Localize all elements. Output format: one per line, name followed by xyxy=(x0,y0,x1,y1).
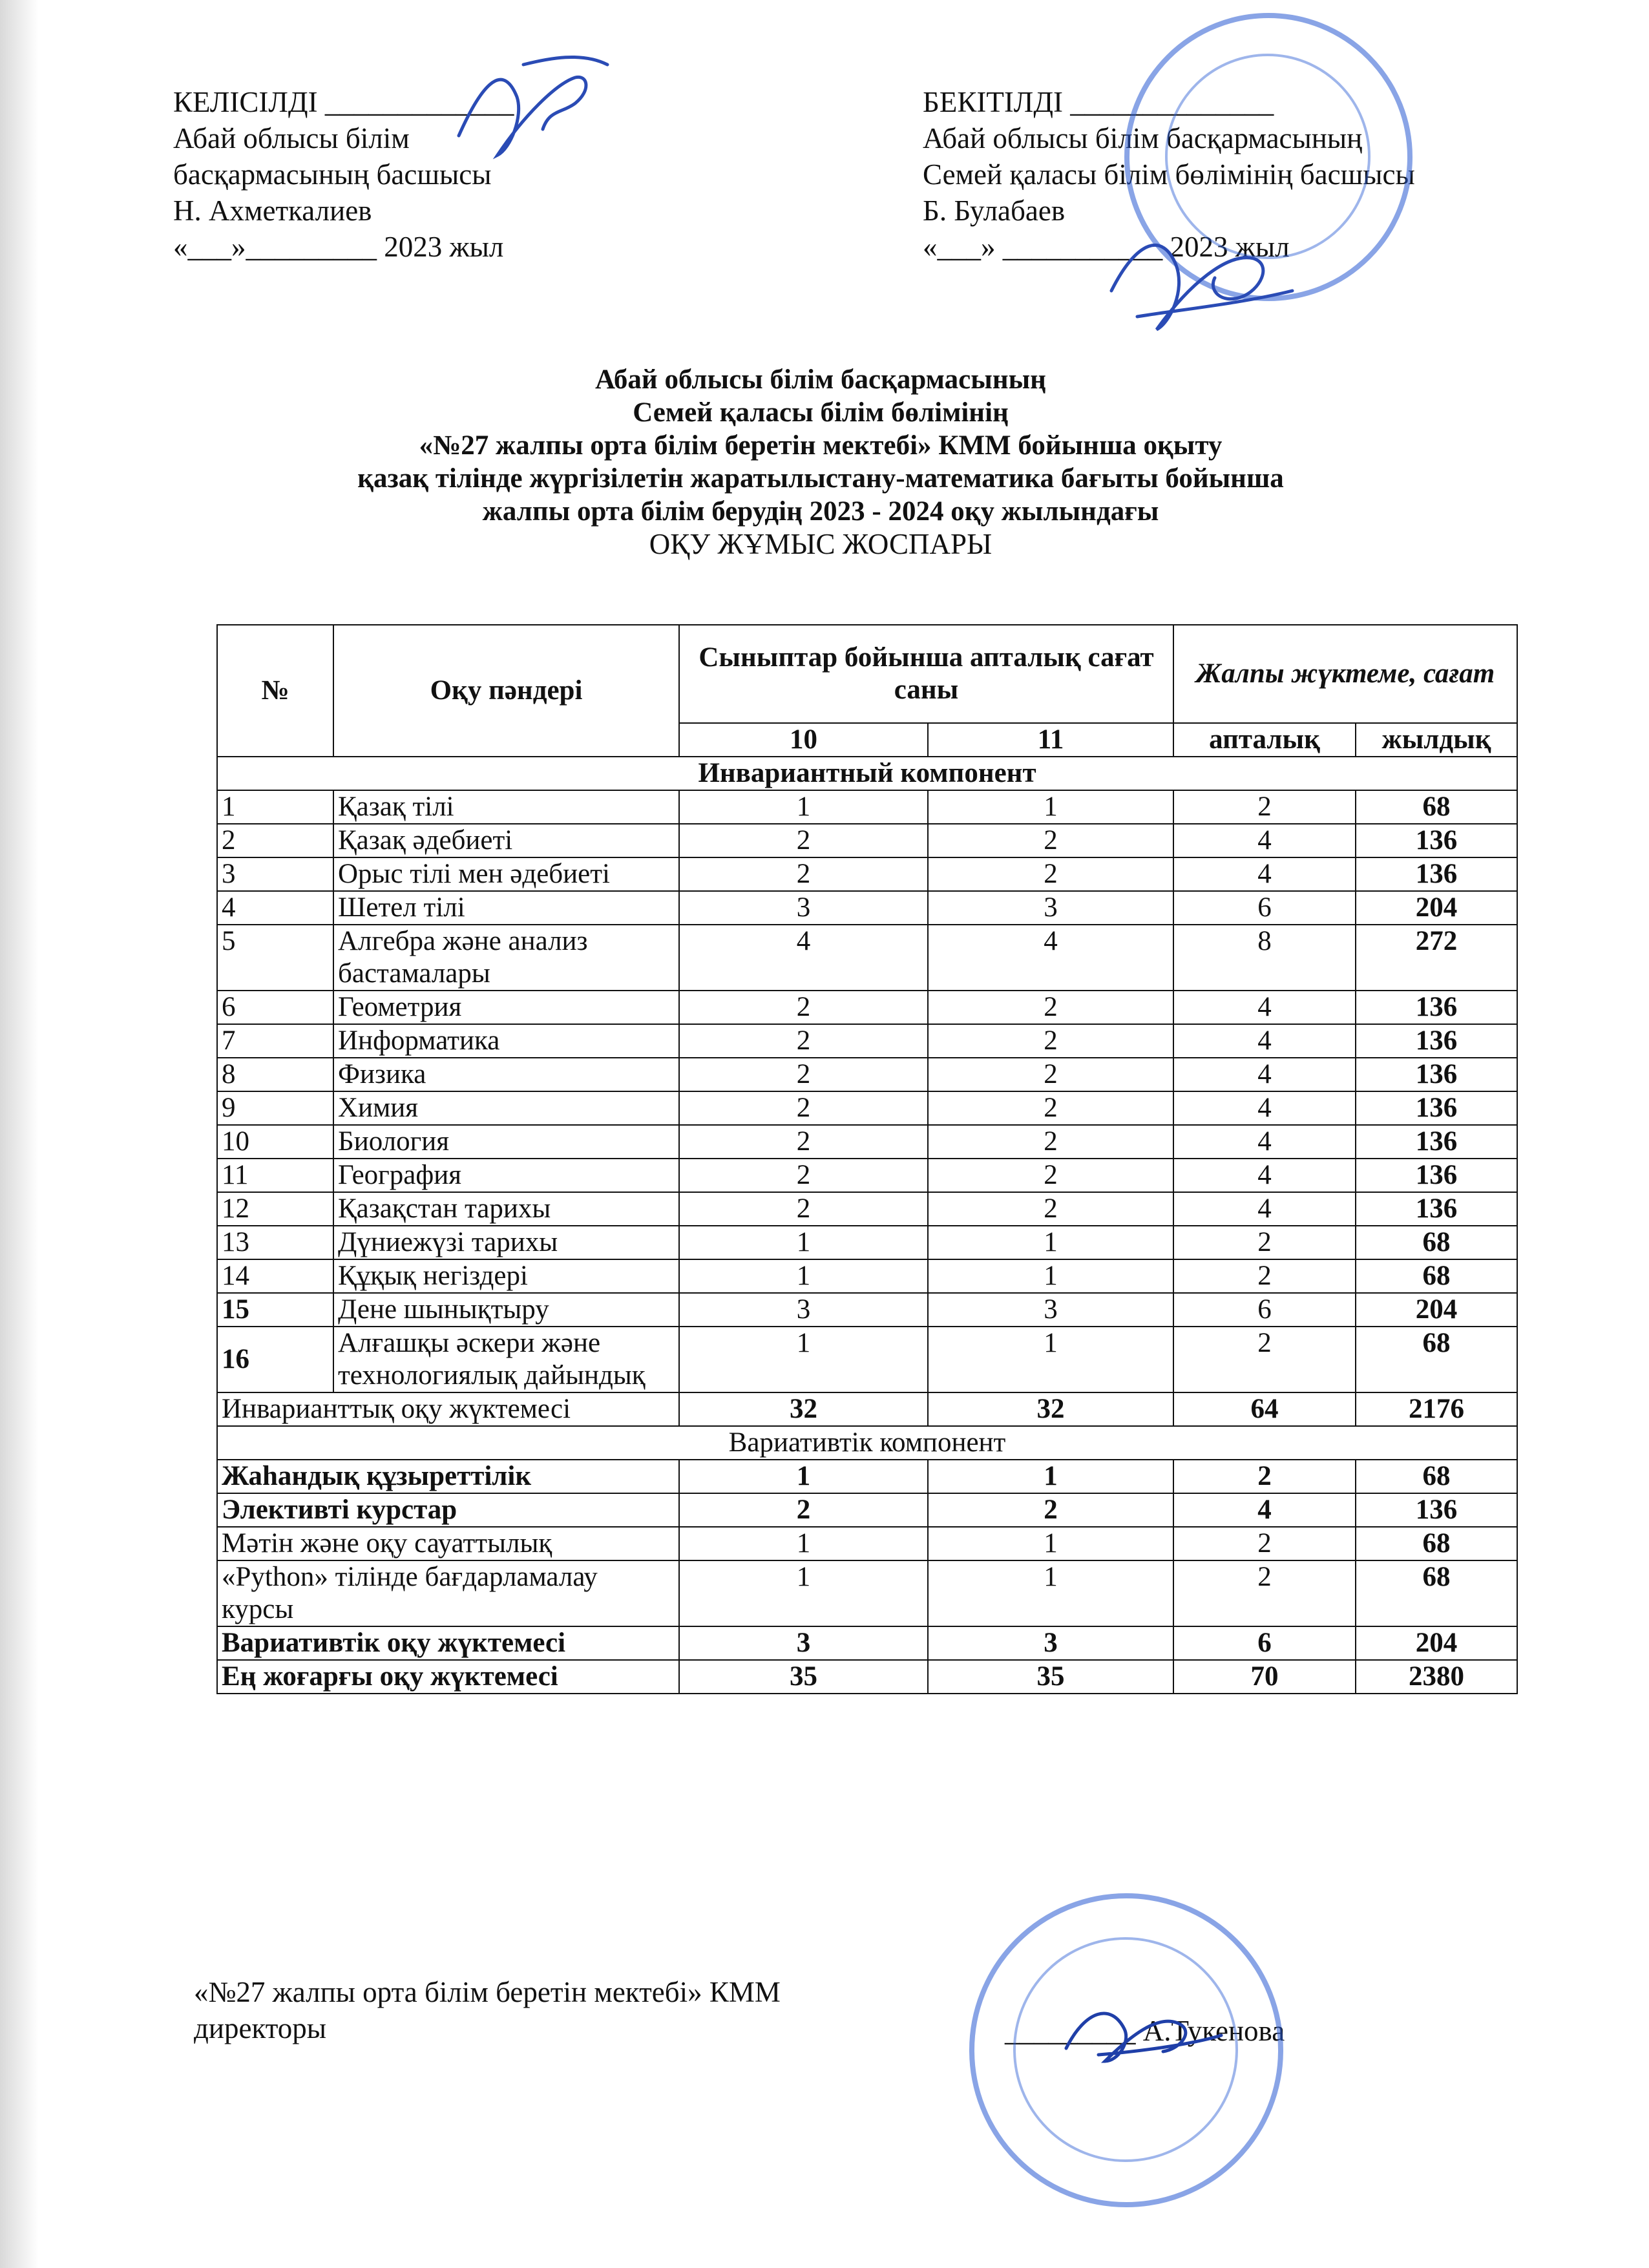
cell-weekly: 2 xyxy=(1173,1460,1356,1493)
variative-total-c10: 3 xyxy=(679,1626,928,1660)
approved-signature-icon xyxy=(1098,213,1305,342)
cell-c10: 1 xyxy=(679,1460,928,1493)
cell-subject: Алгебра және анализ бастамалары xyxy=(333,925,679,991)
cell-c11: 2 xyxy=(928,824,1173,857)
cell-weekly: 6 xyxy=(1173,1293,1356,1327)
document-title xyxy=(194,363,1447,561)
cell-subject: Мәтін және оқу сауаттылық xyxy=(217,1527,679,1560)
approved-date: «___» ___________ 2023 жыл xyxy=(923,231,1290,263)
cell-c10: 2 xyxy=(679,1125,928,1159)
cell-yearly: 68 xyxy=(1356,1460,1517,1493)
cell-c11: 2 xyxy=(928,857,1173,891)
cell-weekly: 8 xyxy=(1173,925,1356,991)
table-row xyxy=(217,790,1517,824)
cell-c11: 2 xyxy=(928,991,1173,1024)
header-weekly-by-class: Сыныптар бойынша апталық сағат саны xyxy=(679,625,1173,723)
cell-c11: 1 xyxy=(928,790,1173,824)
title-line6: ОҚУ ЖҰМЫС ЖОСПАРЫ xyxy=(649,528,993,560)
title-line2: Семей қаласы білім бөлімінің xyxy=(633,397,1009,428)
director-signature-icon xyxy=(1060,1990,1228,2074)
cell-num: 11 xyxy=(217,1159,333,1192)
cell-c10: 2 xyxy=(679,1192,928,1226)
cell-c11: 2 xyxy=(928,1493,1173,1527)
approved-label: БЕКІТІЛДІ ______________ xyxy=(923,86,1274,118)
cell-num: 7 xyxy=(217,1024,333,1058)
cell-yearly: 68 xyxy=(1356,1560,1517,1626)
header-weekly: апталық xyxy=(1173,723,1356,757)
cell-c10: 2 xyxy=(679,991,928,1024)
cell-subject: Қазақ әдебиеті xyxy=(333,824,679,857)
cell-subject: Қазақстан тарихы xyxy=(333,1192,679,1226)
cell-weekly: 4 xyxy=(1173,1024,1356,1058)
cell-c10: 3 xyxy=(679,1293,928,1327)
variative-total-c11: 3 xyxy=(928,1626,1173,1660)
header-class10: 10 xyxy=(679,723,928,757)
cell-num: 5 xyxy=(217,925,333,991)
table-row xyxy=(217,1125,1517,1159)
agreed-org-line2: басқармасының басшысы xyxy=(173,158,492,191)
title-line3: «№27 жалпы орта білім беретін мектебі» КММ бойынша оқыту xyxy=(419,430,1223,461)
cell-yearly: 68 xyxy=(1356,1259,1517,1293)
cell-num: 4 xyxy=(217,891,333,925)
cell-c11: 3 xyxy=(928,1293,1173,1327)
cell-yearly: 136 xyxy=(1356,1125,1517,1159)
table-row xyxy=(217,1493,1517,1527)
invariant-section-row xyxy=(217,757,1517,790)
agreed-name: Н. Ахметкалиев xyxy=(173,194,372,227)
cell-subject: Алғашқы әскери және технологиялық дайындық xyxy=(333,1327,679,1392)
director-signature-line: _________ А.Тукенова xyxy=(1005,2015,1285,2047)
cell-num: 12 xyxy=(217,1192,333,1226)
cell-weekly: 4 xyxy=(1173,824,1356,857)
max-total-c10: 35 xyxy=(679,1660,928,1694)
curriculum-table xyxy=(216,624,1518,1694)
cell-c11: 2 xyxy=(928,1125,1173,1159)
title-line1: Абай облысы білім басқармасының xyxy=(595,364,1046,395)
cell-yearly: 68 xyxy=(1356,790,1517,824)
cell-c11: 2 xyxy=(928,1159,1173,1192)
cell-yearly: 68 xyxy=(1356,1226,1517,1259)
invariant-total-row xyxy=(217,1392,1517,1426)
variative-total-weekly: 6 xyxy=(1173,1626,1356,1660)
cell-subject: Физика xyxy=(333,1058,679,1091)
cell-c11: 2 xyxy=(928,1058,1173,1091)
cell-weekly: 4 xyxy=(1173,1159,1356,1192)
cell-c10: 4 xyxy=(679,925,928,991)
director-role: директоры xyxy=(194,2012,327,2044)
cell-yearly: 136 xyxy=(1356,1091,1517,1125)
cell-num: 6 xyxy=(217,991,333,1024)
cell-yearly: 136 xyxy=(1356,1159,1517,1192)
cell-yearly: 136 xyxy=(1356,1192,1517,1226)
cell-subject: Дене шынықтыру xyxy=(333,1293,679,1327)
director-block xyxy=(194,1974,781,2046)
cell-c10: 3 xyxy=(679,891,928,925)
cell-weekly: 6 xyxy=(1173,891,1356,925)
table-row xyxy=(217,857,1517,891)
cell-c10: 2 xyxy=(679,824,928,857)
cell-subject: Химия xyxy=(333,1091,679,1125)
cell-yearly: 68 xyxy=(1356,1527,1517,1560)
cell-c10: 2 xyxy=(679,1159,928,1192)
table-row xyxy=(217,1527,1517,1560)
header-subject: Оқу пәндері xyxy=(333,625,679,757)
cell-yearly: 136 xyxy=(1356,824,1517,857)
cell-num: 9 xyxy=(217,1091,333,1125)
agreed-org-line1: Абай облысы білім xyxy=(173,122,410,154)
director-org: «№27 жалпы орта білім беретін мектебі» КММ xyxy=(194,1976,781,2008)
variative-total-row xyxy=(217,1626,1517,1660)
cell-subject: Шетел тілі xyxy=(333,891,679,925)
agreed-label: КЕЛІСІЛДІ _____________ xyxy=(173,86,514,118)
table-row xyxy=(217,1259,1517,1293)
max-total-c11: 35 xyxy=(928,1660,1173,1694)
cell-subject: Информатика xyxy=(333,1024,679,1058)
cell-subject: География xyxy=(333,1159,679,1192)
cell-num: 1 xyxy=(217,790,333,824)
cell-c10: 2 xyxy=(679,1058,928,1091)
cell-weekly: 4 xyxy=(1173,857,1356,891)
cell-yearly: 204 xyxy=(1356,891,1517,925)
cell-weekly: 4 xyxy=(1173,1058,1356,1091)
header-class11: 11 xyxy=(928,723,1173,757)
variative-total-label: Вариативтік оқу жүктемесі xyxy=(217,1626,679,1660)
max-total-row xyxy=(217,1660,1517,1694)
cell-yearly: 136 xyxy=(1356,1493,1517,1527)
table-row xyxy=(217,1024,1517,1058)
table-row xyxy=(217,1560,1517,1626)
cell-c11: 4 xyxy=(928,925,1173,991)
cell-yearly: 136 xyxy=(1356,857,1517,891)
cell-weekly: 4 xyxy=(1173,991,1356,1024)
cell-num: 8 xyxy=(217,1058,333,1091)
cell-c10: 2 xyxy=(679,1024,928,1058)
cell-c10: 2 xyxy=(679,857,928,891)
scan-edge-shade xyxy=(0,0,39,2268)
table-row xyxy=(217,1460,1517,1493)
cell-c10: 1 xyxy=(679,1527,928,1560)
cell-c10: 1 xyxy=(679,1259,928,1293)
cell-c11: 1 xyxy=(928,1327,1173,1392)
cell-c11: 1 xyxy=(928,1560,1173,1626)
invariant-total-label: Инварианттық оқу жүктемесі xyxy=(217,1392,679,1426)
cell-weekly: 4 xyxy=(1173,1125,1356,1159)
cell-weekly: 2 xyxy=(1173,790,1356,824)
cell-c10: 1 xyxy=(679,1327,928,1392)
cell-subject: Элективті курстар xyxy=(217,1493,679,1527)
agreed-date: «___»_________ 2023 жыл xyxy=(173,231,504,263)
cell-num: 16 xyxy=(217,1327,333,1392)
table-row xyxy=(217,925,1517,991)
cell-weekly: 4 xyxy=(1173,1091,1356,1125)
variative-body xyxy=(217,1460,1517,1626)
variative-total-yearly: 204 xyxy=(1356,1626,1517,1660)
table-row xyxy=(217,1159,1517,1192)
cell-subject: Орыс тілі мен әдебиеті xyxy=(333,857,679,891)
invariant-total-c10: 32 xyxy=(679,1392,928,1426)
cell-subject: Құқық негіздері xyxy=(333,1259,679,1293)
table-header-row xyxy=(217,625,1517,723)
table-row xyxy=(217,1058,1517,1091)
cell-weekly: 2 xyxy=(1173,1226,1356,1259)
cell-weekly: 2 xyxy=(1173,1527,1356,1560)
table-row xyxy=(217,1192,1517,1226)
cell-c11: 3 xyxy=(928,891,1173,925)
variative-section-row xyxy=(217,1426,1517,1460)
cell-c10: 1 xyxy=(679,1226,928,1259)
cell-c10: 2 xyxy=(679,1091,928,1125)
cell-c11: 2 xyxy=(928,1091,1173,1125)
cell-subject: «Python» тілінде бағдарламалау курсы xyxy=(217,1560,679,1626)
cell-yearly: 68 xyxy=(1356,1327,1517,1392)
agreed-signature-icon xyxy=(446,39,614,181)
cell-yearly: 136 xyxy=(1356,1058,1517,1091)
cell-yearly: 136 xyxy=(1356,991,1517,1024)
invariant-body xyxy=(217,790,1517,1392)
cell-num: 13 xyxy=(217,1226,333,1259)
table-row xyxy=(217,1091,1517,1125)
title-line4: қазақ тілінде жүргізілетін жаратылыстану-математика бағыты бойынша xyxy=(357,463,1284,494)
header-yearly: жылдық xyxy=(1356,723,1517,757)
title-line5: жалпы орта білім берудің 2023 - 2024 оқу жылындағы xyxy=(482,496,1159,527)
max-total-label: Ең жоғарғы оқу жүктемесі xyxy=(217,1660,679,1694)
cell-c10: 2 xyxy=(679,1493,928,1527)
table-row xyxy=(217,1226,1517,1259)
table-row xyxy=(217,1327,1517,1392)
cell-num: 10 xyxy=(217,1125,333,1159)
header-num: № xyxy=(217,625,333,757)
cell-num: 15 xyxy=(217,1293,333,1327)
cell-yearly: 136 xyxy=(1356,1024,1517,1058)
cell-subject: Жаһандық құзыреттілік xyxy=(217,1460,679,1493)
invariant-section-title: Инвариантный компонент xyxy=(217,757,1517,790)
cell-weekly: 2 xyxy=(1173,1259,1356,1293)
cell-yearly: 272 xyxy=(1356,925,1517,991)
table-row xyxy=(217,1293,1517,1327)
cell-weekly: 4 xyxy=(1173,1192,1356,1226)
cell-c10: 1 xyxy=(679,1560,928,1626)
table-row xyxy=(217,991,1517,1024)
approved-org-line1: Абай облысы білім басқармасының xyxy=(923,122,1363,154)
invariant-total-weekly: 64 xyxy=(1173,1392,1356,1426)
cell-c11: 2 xyxy=(928,1192,1173,1226)
cell-c11: 1 xyxy=(928,1527,1173,1560)
cell-c11: 1 xyxy=(928,1460,1173,1493)
table-row xyxy=(217,891,1517,925)
invariant-total-c11: 32 xyxy=(928,1392,1173,1426)
cell-c11: 1 xyxy=(928,1259,1173,1293)
cell-c10: 1 xyxy=(679,790,928,824)
cell-subject: Дүниежүзі тарихы xyxy=(333,1226,679,1259)
invariant-total-yearly: 2176 xyxy=(1356,1392,1517,1426)
table-row xyxy=(217,824,1517,857)
cell-subject: Биология xyxy=(333,1125,679,1159)
cell-num: 2 xyxy=(217,824,333,857)
max-total-yearly: 2380 xyxy=(1356,1660,1517,1694)
cell-c11: 2 xyxy=(928,1024,1173,1058)
cell-weekly: 4 xyxy=(1173,1493,1356,1527)
cell-subject: Геометрия xyxy=(333,991,679,1024)
header-total-load: Жалпы жүктеме, сағат xyxy=(1173,625,1517,723)
variative-section-title: Вариативтік компонент xyxy=(217,1426,1517,1460)
cell-num: 14 xyxy=(217,1259,333,1293)
cell-subject: Қазақ тілі xyxy=(333,790,679,824)
cell-yearly: 204 xyxy=(1356,1293,1517,1327)
cell-weekly: 2 xyxy=(1173,1560,1356,1626)
cell-c11: 1 xyxy=(928,1226,1173,1259)
cell-num: 3 xyxy=(217,857,333,891)
approved-org-line2: Семей қаласы білім бөлімінің басшысы xyxy=(923,158,1415,191)
cell-weekly: 2 xyxy=(1173,1327,1356,1392)
max-total-weekly: 70 xyxy=(1173,1660,1356,1694)
approved-name: Б. Булабаев xyxy=(923,194,1066,227)
